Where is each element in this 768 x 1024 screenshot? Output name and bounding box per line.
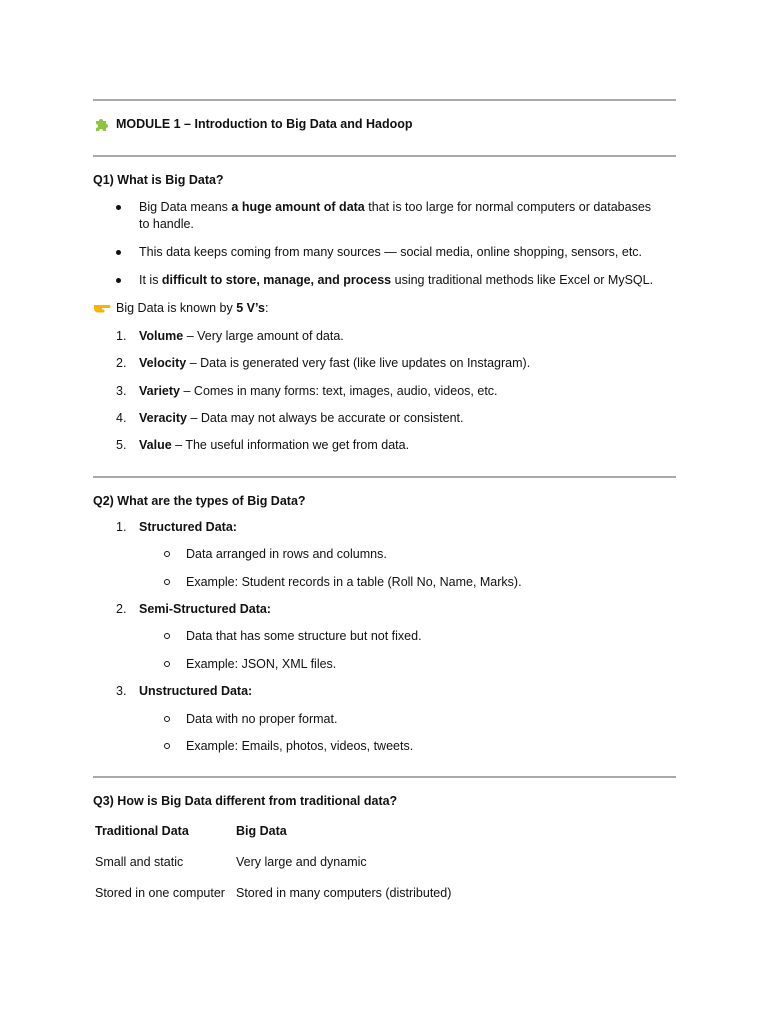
table-cell: Very large and dynamic [236,855,367,869]
type-structured: Structured Data: [139,520,237,534]
divider [93,99,676,101]
q3-heading: Q3) How is Big Data different from traditional data? [93,794,398,808]
puzzle-icon [93,116,110,137]
divider [93,155,676,157]
list-number: 2. [116,356,127,370]
list-number: 1. [116,520,127,534]
type-unstructured: Unstructured Data: [139,684,253,698]
v-item-value: Value – The useful information we get from data. [139,438,410,452]
type-semi-structured: Semi-Structured Data: [139,602,271,616]
vs-intro: Big Data is known by 5 V’s: [116,301,269,315]
v-item-velocity: Velocity – Data is generated very fast (like live updates on Instagram). [139,356,531,370]
table-cell: Stored in many computers (distributed) [236,886,452,900]
list-number: 3. [116,384,127,398]
circle-bullet-icon [164,551,170,557]
sub-item: Data that has some structure but not fixed. [186,629,422,643]
q1-bullet-2: This data keeps coming from many sources — social media, online shopping, sensors, etc. [139,245,643,259]
sub-item: Data arranged in rows and columns. [186,547,387,561]
bullet-icon [116,205,121,210]
table-header: Big Data [236,824,287,838]
v-item-veracity: Veracity – Data may not always be accurate or consistent. [139,411,464,425]
sub-item: Example: JSON, XML files. [186,657,337,671]
q1-bullet-1-continued: to handle. [139,217,194,231]
divider [93,476,676,478]
list-number: 1. [116,329,127,343]
table-cell: Small and static [95,855,184,869]
v-item-variety: Variety – Comes in many forms: text, images, audio, videos, etc. [139,384,498,398]
circle-bullet-icon [164,716,170,722]
table-cell: Stored in one computer [95,886,225,900]
q1-bullet-3: It is difficult to store, manage, and process using traditional methods like Excel or MySQL. [139,273,654,287]
v-item-volume: Volume – Very large amount of data. [139,329,344,343]
divider [93,776,676,778]
table-header: Traditional Data [95,824,189,838]
sub-item: Example: Emails, photos, videos, tweets. [186,739,414,753]
sub-item: Example: Student records in a table (Roll No, Name, Marks). [186,575,522,589]
bullet-icon [116,278,121,283]
circle-bullet-icon [164,743,170,749]
list-number: 2. [116,602,127,616]
pointing-hand-icon [93,299,111,319]
list-number: 5. [116,438,127,452]
q1-bullet-1: Big Data means a huge amount of data that is too large for normal computers or databases [139,200,652,214]
sub-item: Data with no proper format. [186,712,338,726]
list-number: 4. [116,411,127,425]
bullet-icon [116,250,121,255]
module-title: MODULE 1 – Introduction to Big Data and Hadoop [116,117,413,131]
circle-bullet-icon [164,661,170,667]
list-number: 3. [116,684,127,698]
q2-heading: Q2) What are the types of Big Data? [93,494,306,508]
circle-bullet-icon [164,633,170,639]
q1-heading: Q1) What is Big Data? [93,173,224,187]
circle-bullet-icon [164,579,170,585]
